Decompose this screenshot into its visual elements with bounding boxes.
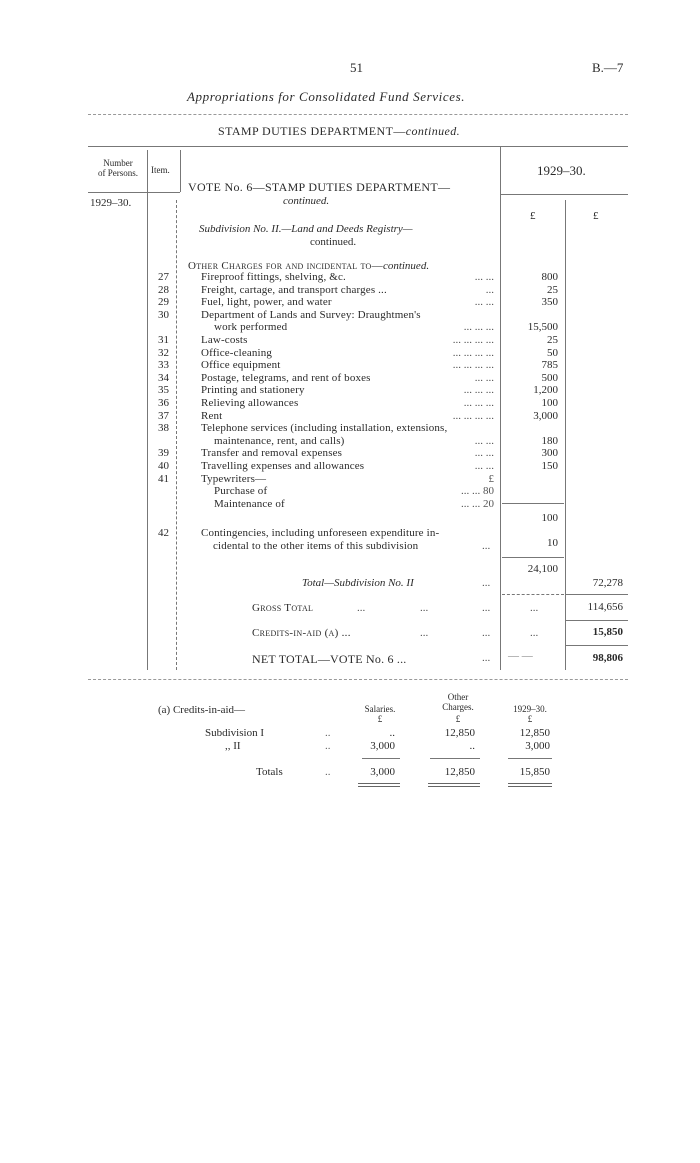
page-code: B.—7 <box>592 60 624 75</box>
table-bottom-rule <box>88 679 628 680</box>
fn-row-other: 12,850 <box>444 727 475 739</box>
vrule-item-head <box>180 150 181 192</box>
pound-col1: £ <box>530 210 536 222</box>
credits-dots-2: ... <box>482 627 491 639</box>
gross-dots-2: ... <box>420 602 429 614</box>
fn-col-other-line2: Charges. <box>442 702 474 712</box>
section-continued: continued. <box>405 124 461 138</box>
gross-dots-3: ... <box>482 602 491 614</box>
fn-col-other-line1: Other <box>447 692 469 702</box>
gross-total-rule <box>566 620 628 621</box>
item-dots: ... ... ... <box>463 384 494 397</box>
net-total: 98,806 <box>592 652 623 664</box>
vrule-item <box>176 200 177 670</box>
fn-row-sep: .. <box>325 727 331 739</box>
col-persons-header <box>90 158 146 178</box>
item-description: Department of Lands and Survey: Draughtmen's <box>201 308 421 321</box>
typewriter-rule <box>502 503 564 504</box>
item-number: 39 <box>158 447 169 460</box>
col-persons-line1: Number <box>103 158 133 168</box>
year-header: 1929–30. <box>537 163 586 178</box>
gross-dots-1: ... <box>357 602 366 614</box>
gross-total: 114,656 <box>587 601 623 613</box>
item-number: 35 <box>158 384 169 397</box>
fn-row-label: ,, II <box>225 740 241 752</box>
item-dots: ... <box>485 283 494 296</box>
col-item-header: Item. <box>151 165 170 175</box>
section-title-text: STAMP DUTIES DEPARTMENT— <box>218 124 406 138</box>
item-amount: 25 <box>547 334 558 346</box>
item-dots: ... ... 20 <box>461 497 494 510</box>
item-dots: ... ... ... ... <box>452 346 494 359</box>
fn-row-other: .. <box>469 740 475 752</box>
item-dots: £ <box>488 472 494 485</box>
item-description: Fireproof fittings, shelving, &c. <box>201 271 346 283</box>
item-description: Travelling expenses and allowances <box>201 460 365 472</box>
head-rule-right <box>500 194 628 195</box>
item-dots: ... ... ... <box>463 397 494 409</box>
item-number: 32 <box>158 346 169 359</box>
item42-number: 42 <box>158 527 169 539</box>
subdivision-total-dots: ... <box>482 577 491 589</box>
item-description: Transfer and removal expenses <box>201 447 343 460</box>
item-number: 30 <box>158 308 169 321</box>
item-dots: ... ... <box>474 296 494 309</box>
fn-dbl-rule-3 <box>508 783 552 787</box>
fn-row-sep: .. <box>325 740 331 752</box>
fn-col-other <box>428 692 488 712</box>
fn-totals-sep: .. <box>325 766 331 778</box>
fn-totals-salaries: 3,000 <box>370 766 395 778</box>
head-rule-left <box>88 192 180 193</box>
item-description: Law-costs <box>201 334 248 346</box>
subtotal-rule <box>502 557 564 558</box>
item-description: work performed <box>214 321 288 334</box>
item-amount: 800 <box>541 271 558 283</box>
item-dots: ... ... ... ... <box>452 359 494 372</box>
item-amount: 180 <box>541 434 558 447</box>
item-number: 41 <box>158 472 169 485</box>
fn-totals-other: 12,850 <box>444 766 475 778</box>
item-amount: 50 <box>547 346 558 359</box>
item-description: Office equipment <box>201 359 281 372</box>
fn-row-salaries: .. <box>389 727 395 739</box>
item-description: Maintenance of <box>214 497 285 510</box>
fn-row-label: Subdivision I <box>205 727 264 739</box>
item-description: Purchase of <box>214 485 268 498</box>
item-amount: 25 <box>547 283 558 296</box>
gross-total-label: Gross Total <box>252 602 314 614</box>
credits-total: 15,850 <box>592 626 623 638</box>
item42-amount: 10 <box>547 537 558 549</box>
item-dots: ... ... ... ... <box>452 334 494 346</box>
item-number: 33 <box>158 359 169 372</box>
fn-pound-3: £ <box>527 714 533 724</box>
footnote-label: (a) Credits-in-aid— <box>158 704 246 716</box>
item-description: Fuel, light, power, and water <box>201 296 332 309</box>
page-number: 51 <box>350 60 363 75</box>
item-description: Typewriters— <box>201 472 267 485</box>
credits-total-rule <box>566 645 628 646</box>
fn-pound-1: £ <box>377 714 383 724</box>
item-amount: 100 <box>541 397 558 409</box>
item-description: maintenance, rent, and calls) <box>214 434 345 447</box>
amount1-gap-rule <box>502 594 564 595</box>
item-number: 34 <box>158 371 169 384</box>
credits-dots-1: ... <box>420 627 429 639</box>
item-number: 40 <box>158 460 169 472</box>
fn-row-year: 3,000 <box>525 740 550 752</box>
subdivision-line1: Subdivision No. II.—Land and Deeds Registry— <box>199 223 413 235</box>
item-number: 38 <box>158 422 169 435</box>
fn-totals-year: 15,850 <box>519 766 550 778</box>
item-description: Freight, cartage, and transport charges ... <box>201 283 387 296</box>
table-top-rule <box>88 146 628 147</box>
item-number: 27 <box>158 271 169 283</box>
item-dots: ... ... <box>474 271 494 283</box>
pound-col2: £ <box>593 210 599 222</box>
item42-dots: ... <box>482 540 491 552</box>
vrule-amount2 <box>565 200 566 670</box>
subdivision-total: 72,278 <box>592 577 623 589</box>
fn-dbl-rule-2 <box>428 783 480 787</box>
fn-pound-2: £ <box>455 714 461 724</box>
item-number: 36 <box>158 397 169 409</box>
item-amount: 500 <box>541 371 558 384</box>
divider <box>88 114 628 115</box>
other-charges-continued: continued. <box>382 260 430 272</box>
item-dots: ... ... <box>474 447 494 460</box>
item-dots: ... ... <box>474 371 494 384</box>
fn-rule-2 <box>430 758 480 759</box>
item-dots: ... ... ... <box>463 321 494 334</box>
fn-dbl-rule-1 <box>358 783 400 787</box>
other-charges-heading-text: Other Charges for and incidental to— <box>188 260 383 272</box>
fn-totals-label: Totals <box>256 766 283 778</box>
subdivision-total-label: Total—Subdivision No. II <box>302 577 414 589</box>
net-dots: ... <box>482 652 491 664</box>
fn-rule-3 <box>508 758 552 759</box>
item-amount: 785 <box>541 359 558 372</box>
fn-row-year: 12,850 <box>519 727 550 739</box>
item-amount: 3,000 <box>533 409 558 422</box>
item-description: Printing and stationery <box>201 384 305 397</box>
item42-line1: Contingencies, including unforeseen expenditure in- <box>201 527 440 539</box>
item-number: 31 <box>158 334 169 346</box>
item-description: Office-cleaning <box>201 346 273 359</box>
item-amount: 350 <box>541 296 558 309</box>
item-dots: ... ... 80 <box>461 485 494 498</box>
item-dots: ... ... ... ... <box>452 409 494 422</box>
vrule-persons <box>147 150 148 670</box>
item-description: Rent <box>201 409 223 422</box>
typewriter-total: 100 <box>541 512 558 524</box>
fn-col-salaries: Salaries. <box>364 704 396 714</box>
persons-year: 1929–30. <box>90 197 132 209</box>
item-dots: ... ... <box>474 434 494 447</box>
item-amount: 150 <box>541 460 558 472</box>
fn-row-salaries: 3,000 <box>370 740 395 752</box>
credits-label: Credits-in-aid (a) ... <box>252 627 351 639</box>
col-persons-line2: of Persons. <box>98 168 138 178</box>
vote-continued: continued. <box>283 195 330 207</box>
item-description: Postage, telegrams, and rent of boxes <box>201 371 371 384</box>
section-title <box>218 124 460 139</box>
item-number: 37 <box>158 409 169 422</box>
credits-dots-3: ... <box>530 627 539 639</box>
item-number: 28 <box>158 283 169 296</box>
item-description: Relieving allowances <box>201 397 299 409</box>
net-total-label: NET TOTAL—VOTE No. 6 ... <box>252 652 407 666</box>
item-amount: 1,200 <box>533 384 558 397</box>
fn-rule-1 <box>362 758 400 759</box>
item-dots: ... ... <box>474 460 494 472</box>
page-title: Appropriations for Consolidated Fund Services. <box>187 89 466 104</box>
fn-col-year: 1929–30. <box>513 704 547 714</box>
item-description: Telephone services (including installation, extensions, <box>201 422 448 435</box>
subdivision-line2: continued. <box>310 236 357 248</box>
subdivision-subtotal: 24,100 <box>527 563 558 575</box>
item-number: 29 <box>158 296 169 309</box>
item-amount: 15,500 <box>527 321 558 334</box>
vote-title: VOTE No. 6—STAMP DUTIES DEPARTMENT— <box>188 180 451 194</box>
item42-line2: cidental to the other items of this subdivision <box>213 540 419 552</box>
gross-dots-4: ... <box>530 602 539 614</box>
net-dash: — — <box>508 650 533 662</box>
subdivision-total-rule <box>566 594 628 595</box>
item-amount: 300 <box>541 447 558 460</box>
